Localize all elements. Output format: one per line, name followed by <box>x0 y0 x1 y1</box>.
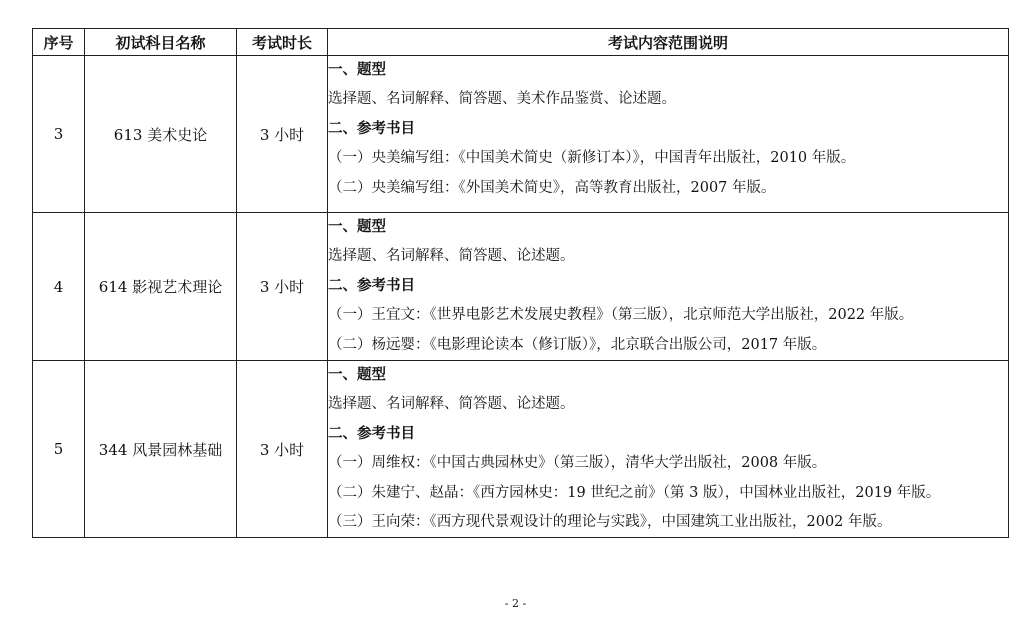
question-types-heading: 一、题型 <box>328 219 386 235</box>
subject-name: 344 风景园林基础 <box>85 361 237 538</box>
question-types-heading: 一、题型 <box>328 62 386 78</box>
subject-name: 613 美术史论 <box>85 56 237 213</box>
header-scope: 考试内容范围说明 <box>328 29 1009 56</box>
table-row <box>33 56 1009 213</box>
scope-cell <box>328 56 1009 213</box>
reference-item: （一）周维权：《中国古典园林史》（第三版），清华大学出版社，2008 年版。 <box>328 455 827 472</box>
reference-item: （二）杨远婴：《电影理论读本（修订版）》，北京联合出版公司，2017 年版。 <box>328 336 827 353</box>
reference-item: （一）王宜文：《世界电影艺术发展史教程》（第三版），北京师范大学出版社，2022 年版。 <box>328 307 914 324</box>
question-types: 选择题、名词解释、简答题、美术作品鉴赏、论述题。 <box>328 91 676 108</box>
header-duration: 考试时长 <box>237 29 328 56</box>
references-heading: 二、参考书目 <box>328 120 415 137</box>
table-row <box>33 213 1009 361</box>
syllabus-table <box>32 28 1009 538</box>
scope-cell <box>328 361 1009 538</box>
row-number: 5 <box>33 361 85 538</box>
row-number: 4 <box>33 213 85 361</box>
header-number: 序号 <box>33 29 85 56</box>
exam-duration: 3 小时 <box>237 213 328 361</box>
question-types: 选择题、名词解释、简答题、论述题。 <box>328 248 575 265</box>
references-heading: 二、参考书目 <box>328 425 415 442</box>
reference-item: （二）央美编写组：《外国美术简史》，高等教育出版社，2007 年版。 <box>328 179 776 196</box>
reference-item: （一）央美编写组：《中国美术简史（新修订本）》，中国青年出版社，2010 年版。 <box>328 150 856 167</box>
table-header-row <box>33 29 1009 56</box>
question-types: 选择题、名词解释、简答题、论述题。 <box>328 396 575 413</box>
scope-cell <box>328 213 1009 361</box>
exam-duration: 3 小时 <box>237 56 328 213</box>
question-types-heading: 一、题型 <box>328 367 386 384</box>
references-heading: 二、参考书目 <box>328 277 415 294</box>
subject-name: 614 影视艺术理论 <box>85 213 237 361</box>
exam-duration: 3 小时 <box>237 361 328 538</box>
table-row <box>33 361 1009 538</box>
page-number: - 2 - <box>504 597 527 610</box>
reference-item: （二）朱建宁、赵晶：《西方园林史：19 世纪之前》（第 3 版），中国林业出版社，2019 年版。 <box>328 484 941 501</box>
reference-item: （三）王向荣：《西方现代景观设计的理论与实践》，中国建筑工业出版社，2002 年版。 <box>328 514 892 531</box>
header-subject: 初试科目名称 <box>85 29 237 56</box>
row-number: 3 <box>33 56 85 213</box>
